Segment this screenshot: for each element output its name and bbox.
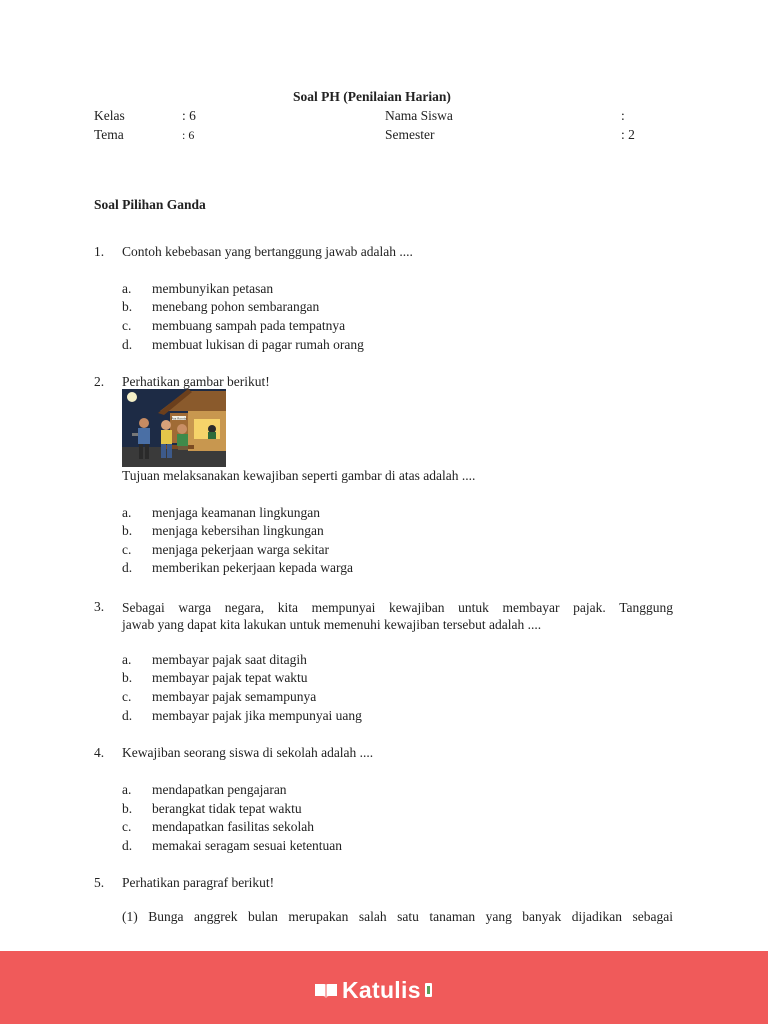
option-text: menebang pohon sembarangan — [152, 299, 320, 314]
option-letter: a. — [122, 505, 132, 520]
option-letter: c. — [122, 542, 132, 557]
semester-value: : 2 — [621, 127, 635, 142]
option-text: membunyikan petasan — [152, 281, 274, 296]
option-letter: b. — [122, 801, 133, 816]
option-text: membayar pajak semampunya — [152, 689, 317, 704]
brand-logo[interactable] — [313, 977, 432, 1003]
question-text-line-2: jawab yang dapat kita lakukan untuk memenuhi kewajiban tersebut adalah .... — [122, 617, 542, 632]
option-text: membuat lukisan di pagar rumah orang — [152, 337, 364, 352]
option-letter: a. — [122, 782, 132, 797]
question-text: Contoh kebebasan yang bertanggung jawab adalah .... — [122, 244, 413, 259]
option-letter: d. — [122, 708, 133, 723]
pencil-icon — [425, 983, 432, 997]
question-number: 3. — [94, 599, 105, 614]
option-letter: a. — [122, 281, 132, 296]
option-text: memakai seragam sesuai ketentuan — [152, 838, 343, 853]
option-text: berangkat tidak tepat waktu — [152, 801, 302, 816]
option-letter: c. — [122, 318, 132, 333]
question-followup: Tujuan melaksanakan kewajiban seperti gambar di atas adalah .... — [122, 468, 476, 483]
kelas-label: Kelas — [94, 108, 125, 123]
question-text: Perhatikan gambar berikut! — [122, 374, 270, 389]
option-letter: b. — [122, 523, 133, 538]
nama-siswa-value: : — [621, 108, 625, 123]
nama-siswa-label: Nama Siswa — [385, 108, 453, 123]
question-paragraph: (1) Bunga anggrek bulan merupakan salah satu tanaman yang banyak dijadikan sebagai — [122, 909, 673, 924]
question-number: 2. — [94, 374, 105, 389]
image-sign-text: Pos Ronda — [171, 416, 187, 421]
option-text: menjaga kebersihan lingkungan — [152, 523, 324, 538]
option-text: membayar pajak jika mempunyai uang — [152, 708, 362, 723]
kelas-value: : 6 — [182, 108, 196, 123]
option-letter: c. — [122, 689, 132, 704]
question-number: 4. — [94, 745, 105, 760]
question-number: 1. — [94, 244, 105, 259]
question-text: Kewajiban seorang siswa di sekolah adalah .... — [122, 745, 374, 760]
option-text: mendapatkan pengajaran — [152, 782, 287, 797]
page-title: Soal PH (Penilaian Harian) — [293, 89, 451, 104]
option-letter: d. — [122, 838, 133, 853]
option-text: mendapatkan fasilitas sekolah — [152, 819, 314, 834]
section-title: Soal Pilihan Ganda — [94, 197, 206, 212]
option-text: membayar pajak tepat waktu — [152, 670, 308, 685]
option-letter: d. — [122, 560, 133, 575]
option-text: menjaga pekerjaan warga sekitar — [152, 542, 330, 557]
question-text-line-1: Sebagai warga negara, kita mempunyai kewajiban untuk membayar pajak. Tanggung — [122, 600, 673, 615]
option-text: membuang sampah pada tempatnya — [152, 318, 346, 333]
brand-name: Katulis — [342, 976, 421, 1003]
option-letter: b. — [122, 670, 133, 685]
book-icon — [313, 980, 339, 1000]
tema-label: Tema — [94, 127, 124, 142]
option-text: membayar pajak saat ditagih — [152, 652, 307, 667]
option-letter: a. — [122, 652, 132, 667]
night-watch-illustration — [122, 389, 226, 467]
option-letter: c. — [122, 819, 132, 834]
option-text: memberikan pekerjaan kepada warga — [152, 560, 354, 575]
question-text: Perhatikan paragraf berikut! — [122, 875, 275, 890]
tema-value: : 6 — [182, 128, 195, 142]
question-text — [122, 599, 673, 633]
option-letter: b. — [122, 299, 133, 314]
option-text: menjaga keamanan lingkungan — [152, 505, 320, 520]
semester-label: Semester — [385, 127, 435, 142]
option-letter: d. — [122, 337, 133, 352]
question-number: 5. — [94, 875, 105, 890]
